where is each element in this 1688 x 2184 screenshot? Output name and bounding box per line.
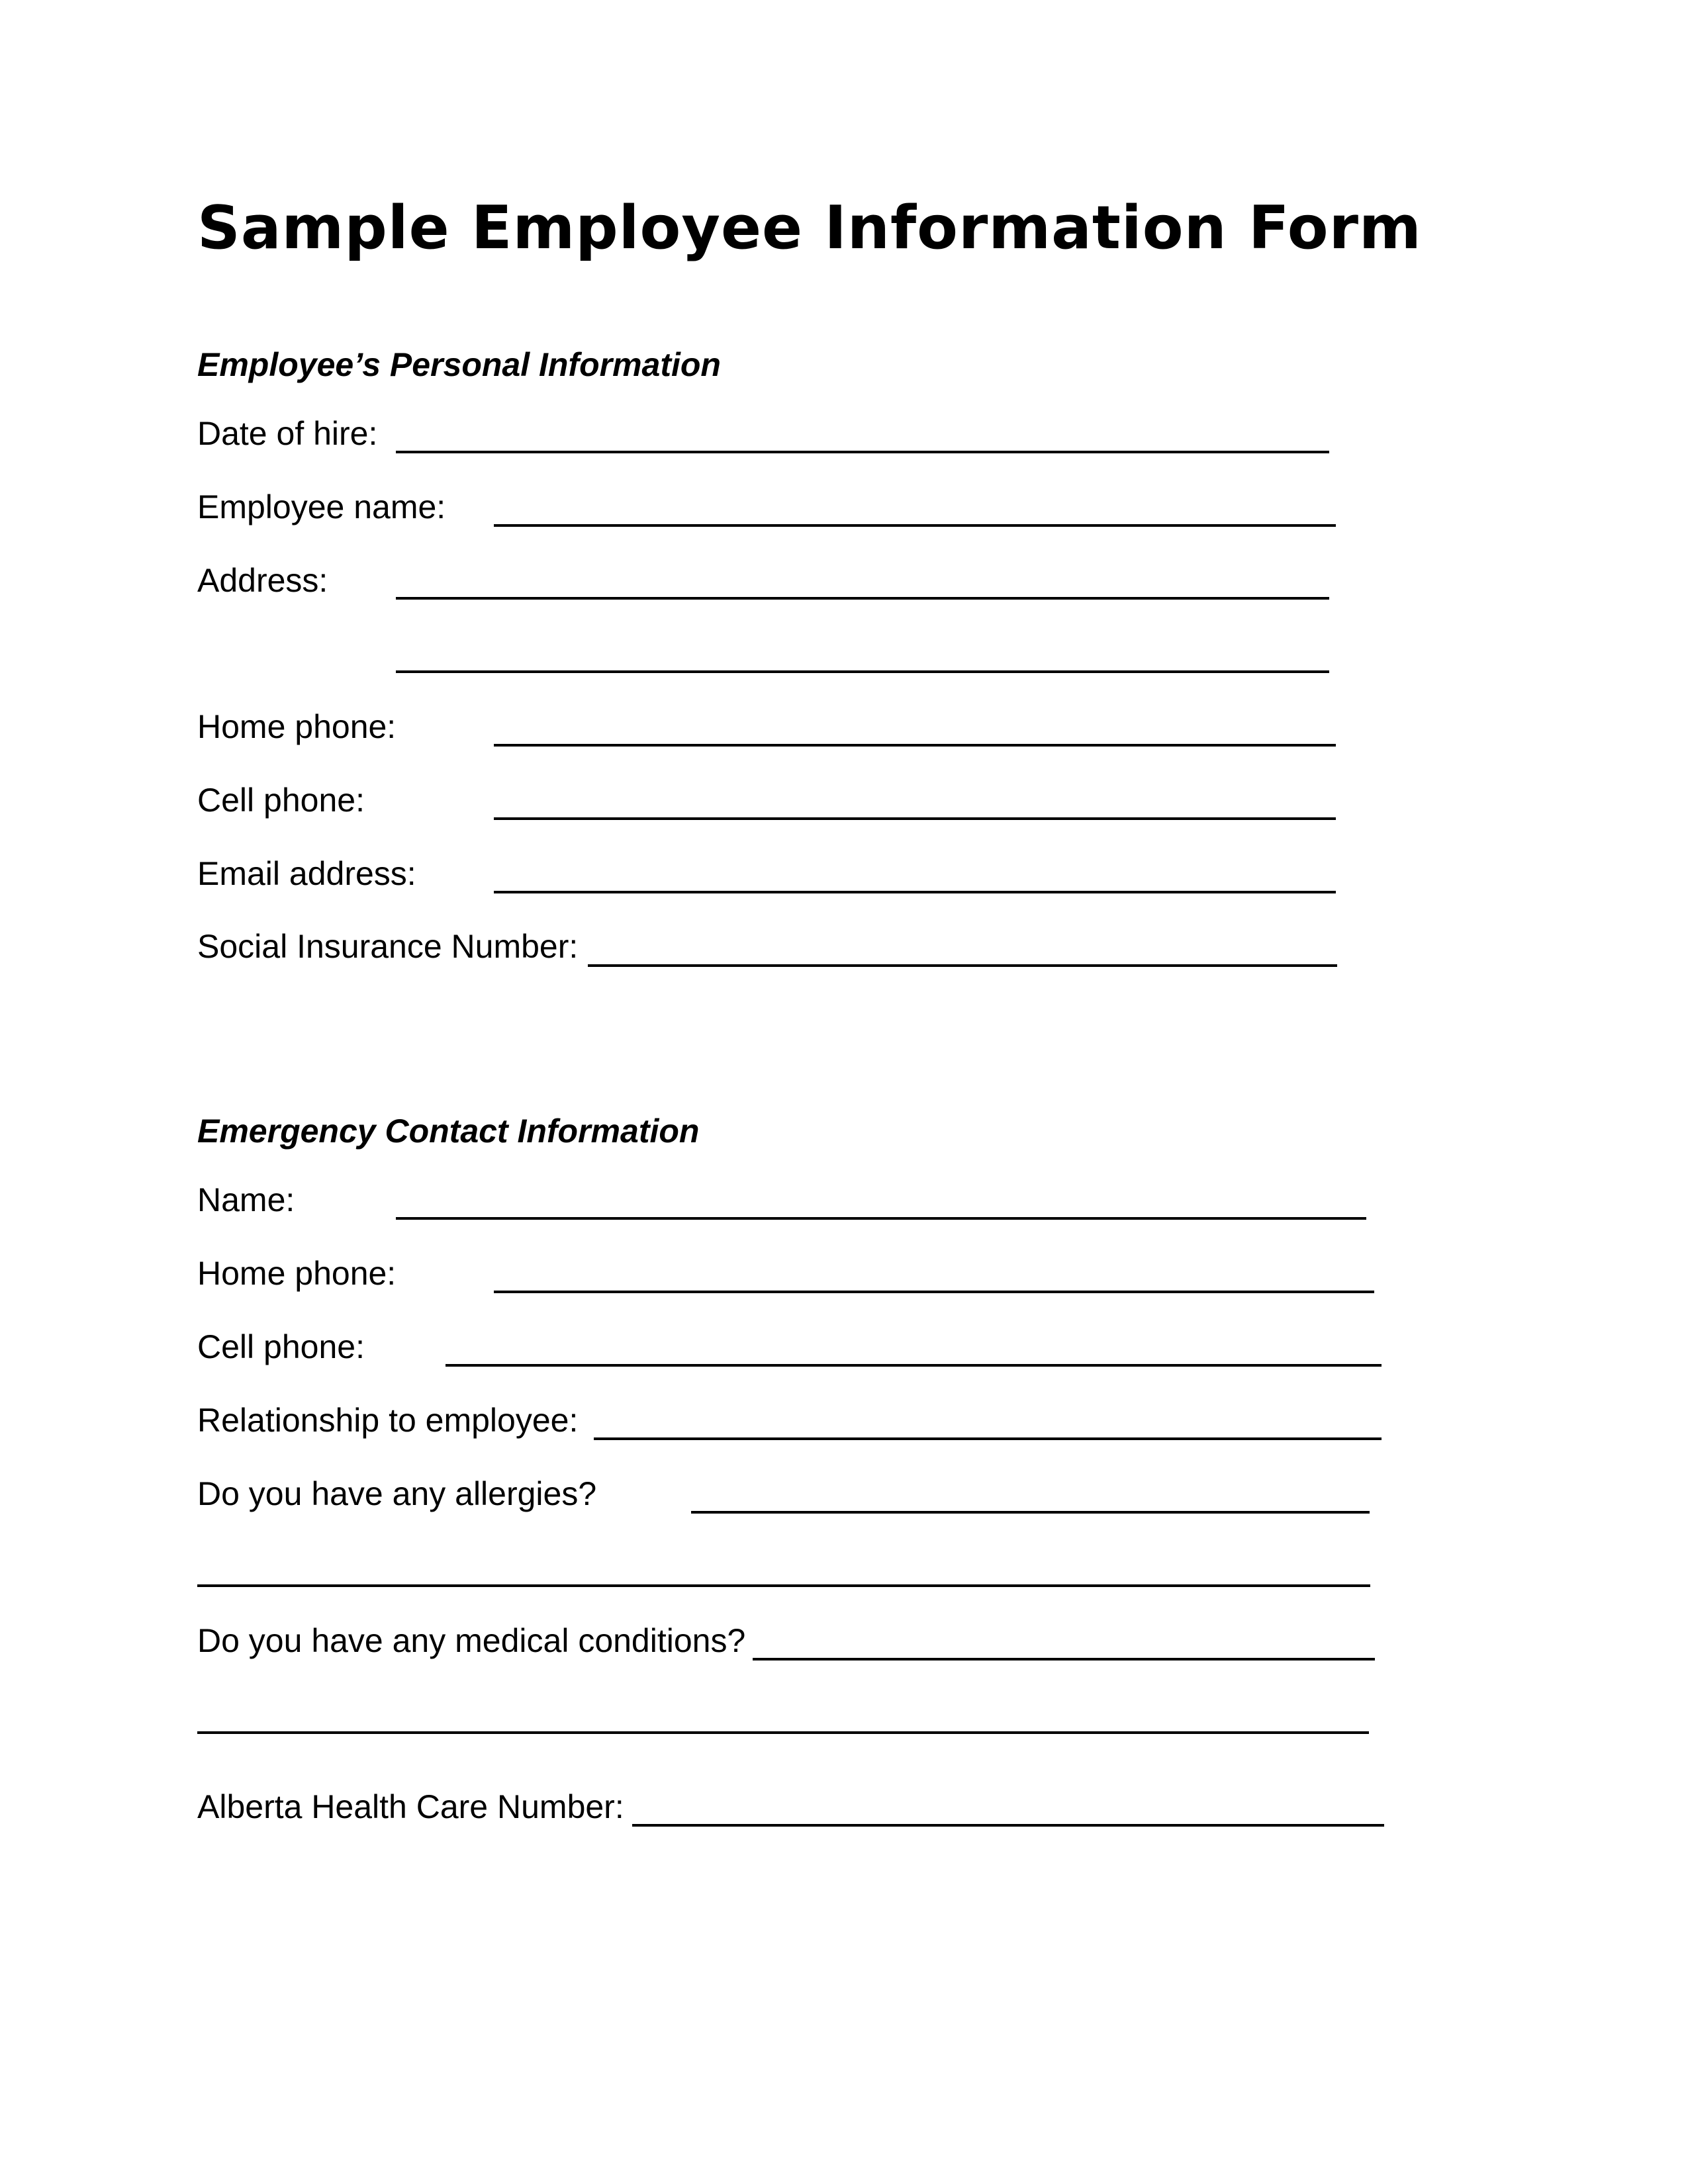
allergies-extra-line-field[interactable] [197, 1584, 1370, 1587]
date-of-hire-label: Date of hire: [197, 415, 378, 452]
relationship-label: Relationship to employee: [197, 1402, 579, 1439]
address-label: Address: [197, 562, 328, 599]
employee-name-field[interactable] [494, 524, 1336, 527]
emergency-home-phone-label: Home phone: [197, 1255, 397, 1292]
social-insurance-number-label: Social Insurance Number: [197, 928, 579, 965]
section-heading-emergency: Emergency Contact Information [197, 1113, 700, 1150]
emergency-name-field[interactable] [396, 1217, 1366, 1220]
social-insurance-number-field[interactable] [588, 964, 1337, 967]
emergency-name-label: Name: [197, 1181, 295, 1218]
relationship-field[interactable] [594, 1437, 1382, 1440]
address-line-1-field[interactable] [396, 597, 1329, 600]
email-address-field[interactable] [494, 891, 1336, 893]
emergency-cell-phone-field[interactable] [445, 1364, 1382, 1367]
email-address-label: Email address: [197, 855, 416, 892]
allergies-field[interactable] [691, 1511, 1370, 1514]
section-heading-personal: Employee’s Personal Information [197, 346, 721, 383]
emergency-cell-phone-label: Cell phone: [197, 1328, 365, 1365]
medical-conditions-label: Do you have any medical conditions? [197, 1622, 746, 1659]
home-phone-field[interactable] [494, 744, 1336, 747]
health-care-number-label: Alberta Health Care Number: [197, 1788, 624, 1825]
health-care-number-field[interactable] [632, 1824, 1384, 1827]
medical-conditions-field[interactable] [753, 1658, 1375, 1661]
home-phone-label: Home phone: [197, 708, 397, 745]
cell-phone-label: Cell phone: [197, 782, 365, 819]
address-line-2-field[interactable] [396, 670, 1329, 673]
allergies-label: Do you have any allergies? [197, 1475, 597, 1512]
page-title: Sample Employee Information Form [197, 193, 1422, 263]
emergency-home-phone-field[interactable] [494, 1291, 1374, 1293]
date-of-hire-field[interactable] [396, 451, 1329, 453]
medical-conditions-extra-line-field[interactable] [197, 1731, 1369, 1734]
employee-name-label: Employee name: [197, 488, 446, 525]
cell-phone-field[interactable] [494, 817, 1336, 820]
